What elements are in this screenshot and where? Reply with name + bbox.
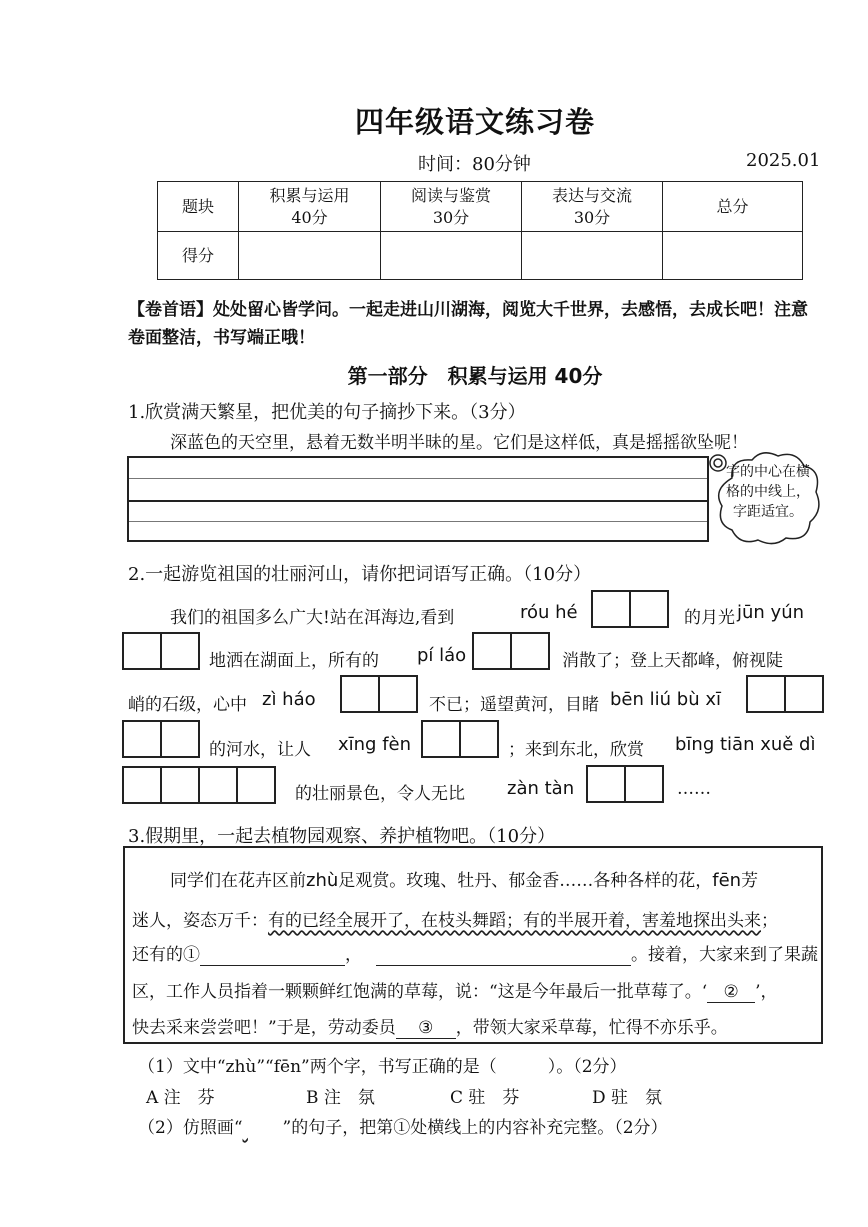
answer-boxes[interactable] xyxy=(340,675,418,713)
option-c[interactable]: C 驻 芬 xyxy=(450,1088,520,1108)
question-3-title: 3.假期里，一起去植物园观察、养护植物吧。（10分） xyxy=(128,826,556,847)
blank-1b[interactable] xyxy=(376,945,631,966)
blank-2[interactable]: ② xyxy=(707,982,755,1003)
pinyin: xīng fèn xyxy=(338,734,412,755)
answer-boxes[interactable] xyxy=(746,675,824,713)
q2-text: 地洒在湖面上，所有的 xyxy=(209,651,379,671)
model-sentence: 有的已经全展开了，在枝头舞蹈；有的半展开着，害羞地探出头来 xyxy=(268,911,761,931)
score-cell[interactable] xyxy=(239,232,381,280)
score-cell[interactable] xyxy=(663,232,803,280)
q2-text: 的河水，让人 xyxy=(209,740,311,760)
q2-text: 消散了；登上天都峰，俯视陡 xyxy=(562,651,783,671)
table-header-cell: 题块 xyxy=(158,182,239,232)
q2-text: 峭的石级，心中 xyxy=(128,695,247,715)
score-cell[interactable] xyxy=(381,232,522,280)
score-table xyxy=(157,181,803,280)
sub-question-2: （2）仿照画“ ”的句子，把第①处横线上的内容补充完整。（2分） xyxy=(138,1118,668,1138)
passage-line-4: 区，工作人员指着一颗颗鲜红饱满的草莓，说：“这是今年最后一批草莓了。‘ ② ’， xyxy=(132,982,778,1002)
answer-boxes[interactable] xyxy=(472,632,550,670)
option-b[interactable]: B 注 氛 xyxy=(306,1088,375,1108)
table-header-cell: 总分 xyxy=(663,182,803,232)
answer-boxes[interactable] xyxy=(586,765,664,803)
score-cell[interactable] xyxy=(522,232,663,280)
blank-1[interactable] xyxy=(200,945,345,966)
pinyin: zàn tàn xyxy=(507,778,575,799)
pinyin: zì háo xyxy=(262,689,316,710)
exam-date: 2025.01 xyxy=(746,150,821,171)
table-header-cell: 积累与运用 40分 xyxy=(239,182,381,232)
exam-time: 时间：80分钟 xyxy=(418,154,531,175)
answer-boxes[interactable] xyxy=(122,720,200,758)
answer-boxes[interactable] xyxy=(421,720,499,758)
pinyin: róu hé xyxy=(520,602,578,623)
table-header-cell: 表达与交流 30分 xyxy=(522,182,663,232)
part-heading: 第一部分 积累与运用 40分 xyxy=(347,364,603,388)
table-row-label: 得分 xyxy=(158,232,239,280)
option-d[interactable]: D 驻 氛 xyxy=(592,1088,663,1108)
q2-text: ；来到东北，欣赏 xyxy=(508,740,644,760)
q2-text: 不已；遥望黄河，目睹 xyxy=(429,695,599,715)
q2-text: 我们的祖国多么广大!站在洱海边,看到 xyxy=(170,608,455,628)
pinyin: bēn liú bù xī xyxy=(610,689,721,710)
page-title: 四年级语文练习卷 xyxy=(354,105,595,139)
answer-boxes[interactable] xyxy=(591,590,669,628)
blank-3[interactable]: ③ xyxy=(396,1018,456,1039)
option-a[interactable]: A 注 芬 xyxy=(146,1088,215,1108)
question-1-sentence: 深蓝色的天空里，悬着无数半明半昧的星。它们是这样低，真是摇摇欲坠呢！ xyxy=(170,433,748,453)
q2-text: 的月光 xyxy=(684,608,735,628)
copy-writing-area[interactable] xyxy=(127,456,709,542)
table-header-cell: 阅读与鉴赏 30分 xyxy=(381,182,522,232)
answer-boxes[interactable] xyxy=(122,766,276,804)
pinyin: bīng tiān xuě dì xyxy=(675,734,816,755)
writing-tip: 字的中心在横格的中线上，字距适宜。 xyxy=(726,464,810,520)
pinyin: pí láo xyxy=(417,645,467,666)
q2-text: 的壮丽景色，令人无比 xyxy=(295,784,465,804)
question-1-title: 1.欣赏满天繁星，把优美的句子摘抄下来。（3分） xyxy=(128,402,526,423)
passage-line-2: 迷人，姿态万千：有的已经全展开了，在枝头舞蹈；有的半展开着，害羞地探出头来； xyxy=(132,911,778,931)
passage-line-5: 快去采来尝尝吧！”于是，劳动委员 ③ ，带领大家采草莓，忙得不亦乐乎。 xyxy=(132,1018,728,1038)
pinyin: jūn yún xyxy=(737,602,805,623)
passage-line-3: 还有的① ， 。接着，大家来到了果蔬 xyxy=(132,945,818,965)
q2-text: …… xyxy=(677,779,711,799)
sub-question-1: （1）文中“zhù”“fēn”两个字，书写正确的是（ ）。（2分） xyxy=(138,1057,627,1077)
intro-text: 【卷首语】处处留心皆学问。一起走进山川湖海，阅览大千世界，去感悟，去成长吧！注意卷面整洁，书写端正哦！ xyxy=(128,300,808,348)
passage-line-1: 同学们在花卉区前zhù足观赏。玫瑰、牡丹、郁金香……各种各样的花，fēn芳 xyxy=(170,870,759,891)
answer-boxes[interactable] xyxy=(122,632,200,670)
question-2-title: 2.一起游览祖国的壮丽河山，请你把词语写正确。（10分） xyxy=(128,564,592,585)
